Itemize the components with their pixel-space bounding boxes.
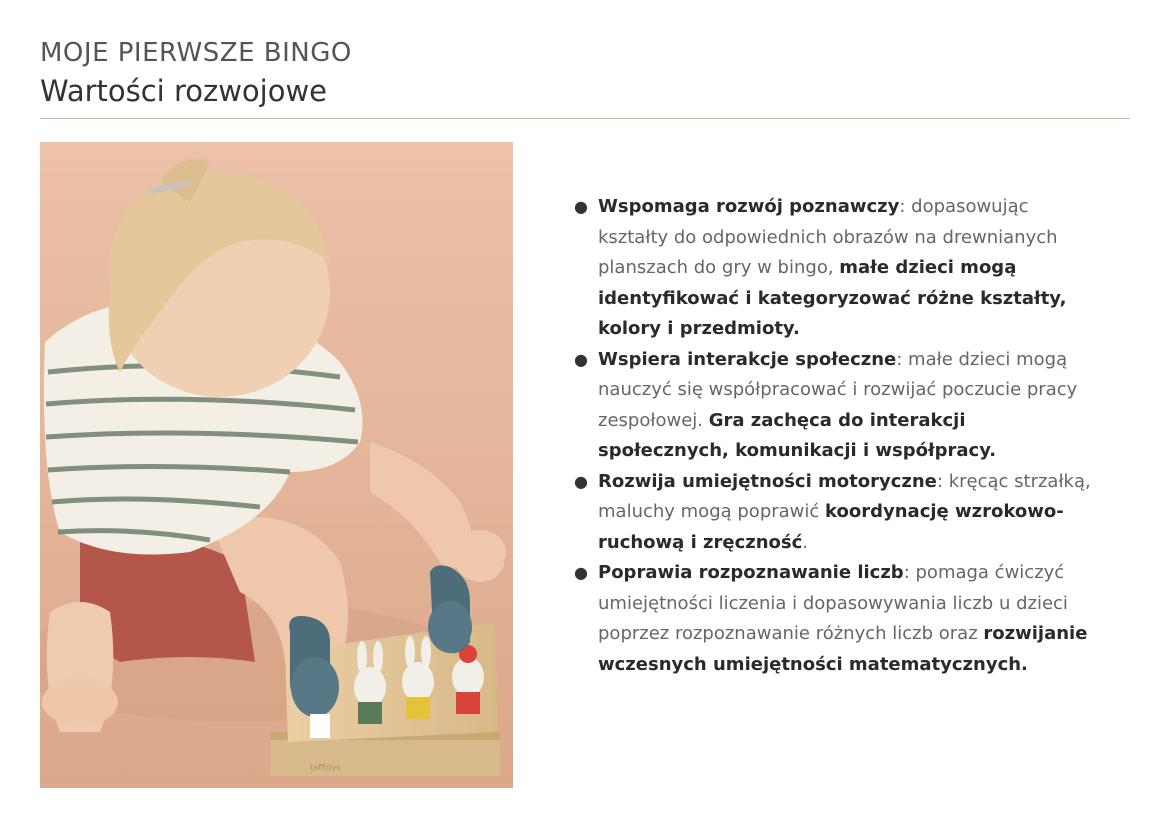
- header-divider: [40, 118, 1130, 119]
- development-values-list: [574, 192, 1094, 680]
- list-item: ● Wspomaga rozwój poznawczy: dopasowując kształty do odpowiednich obrazów na drewnianych planszach do gry w bingo, małe dzieci mogą identyfikować i kategoryzować różne kształty, kolory i przedmioty.: [574, 192, 1094, 345]
- bullet-icon: ●: [574, 349, 588, 369]
- list-item: ● Poprawia rozpoznawanie liczb: pomaga ćwiczyć umiejętności liczenia i dopasowywania liczb u dzieci poprzez rozpoznawanie różnych liczb oraz rozwijanie wczesnych umiejętności matematycznych.: [574, 558, 1094, 680]
- list-item: ● Rozwija umiejętności motoryczne: kręcąc strzałką, maluchy mogą poprawić koordynację wzrokowo-ruchową i zręczność.: [574, 467, 1094, 559]
- bullet-icon: ●: [574, 197, 588, 216]
- product-photo: [40, 142, 513, 788]
- bullet-icon: ●: [574, 471, 588, 491]
- page-title: MOJE PIERWSZE BINGO: [40, 38, 352, 68]
- brand-mark: tafftoys: [310, 763, 341, 772]
- list-item: ● Wspiera interakcje społeczne: małe dzieci mogą nauczyć się współpracować i rozwijać poczucie pracy zespołowej. Gra zachęca do interakcji społecznych, komunikacji i współpracy.: [574, 345, 1094, 467]
- page-subtitle: Wartości rozwojowe: [40, 74, 328, 108]
- bullet-icon: ●: [574, 563, 588, 582]
